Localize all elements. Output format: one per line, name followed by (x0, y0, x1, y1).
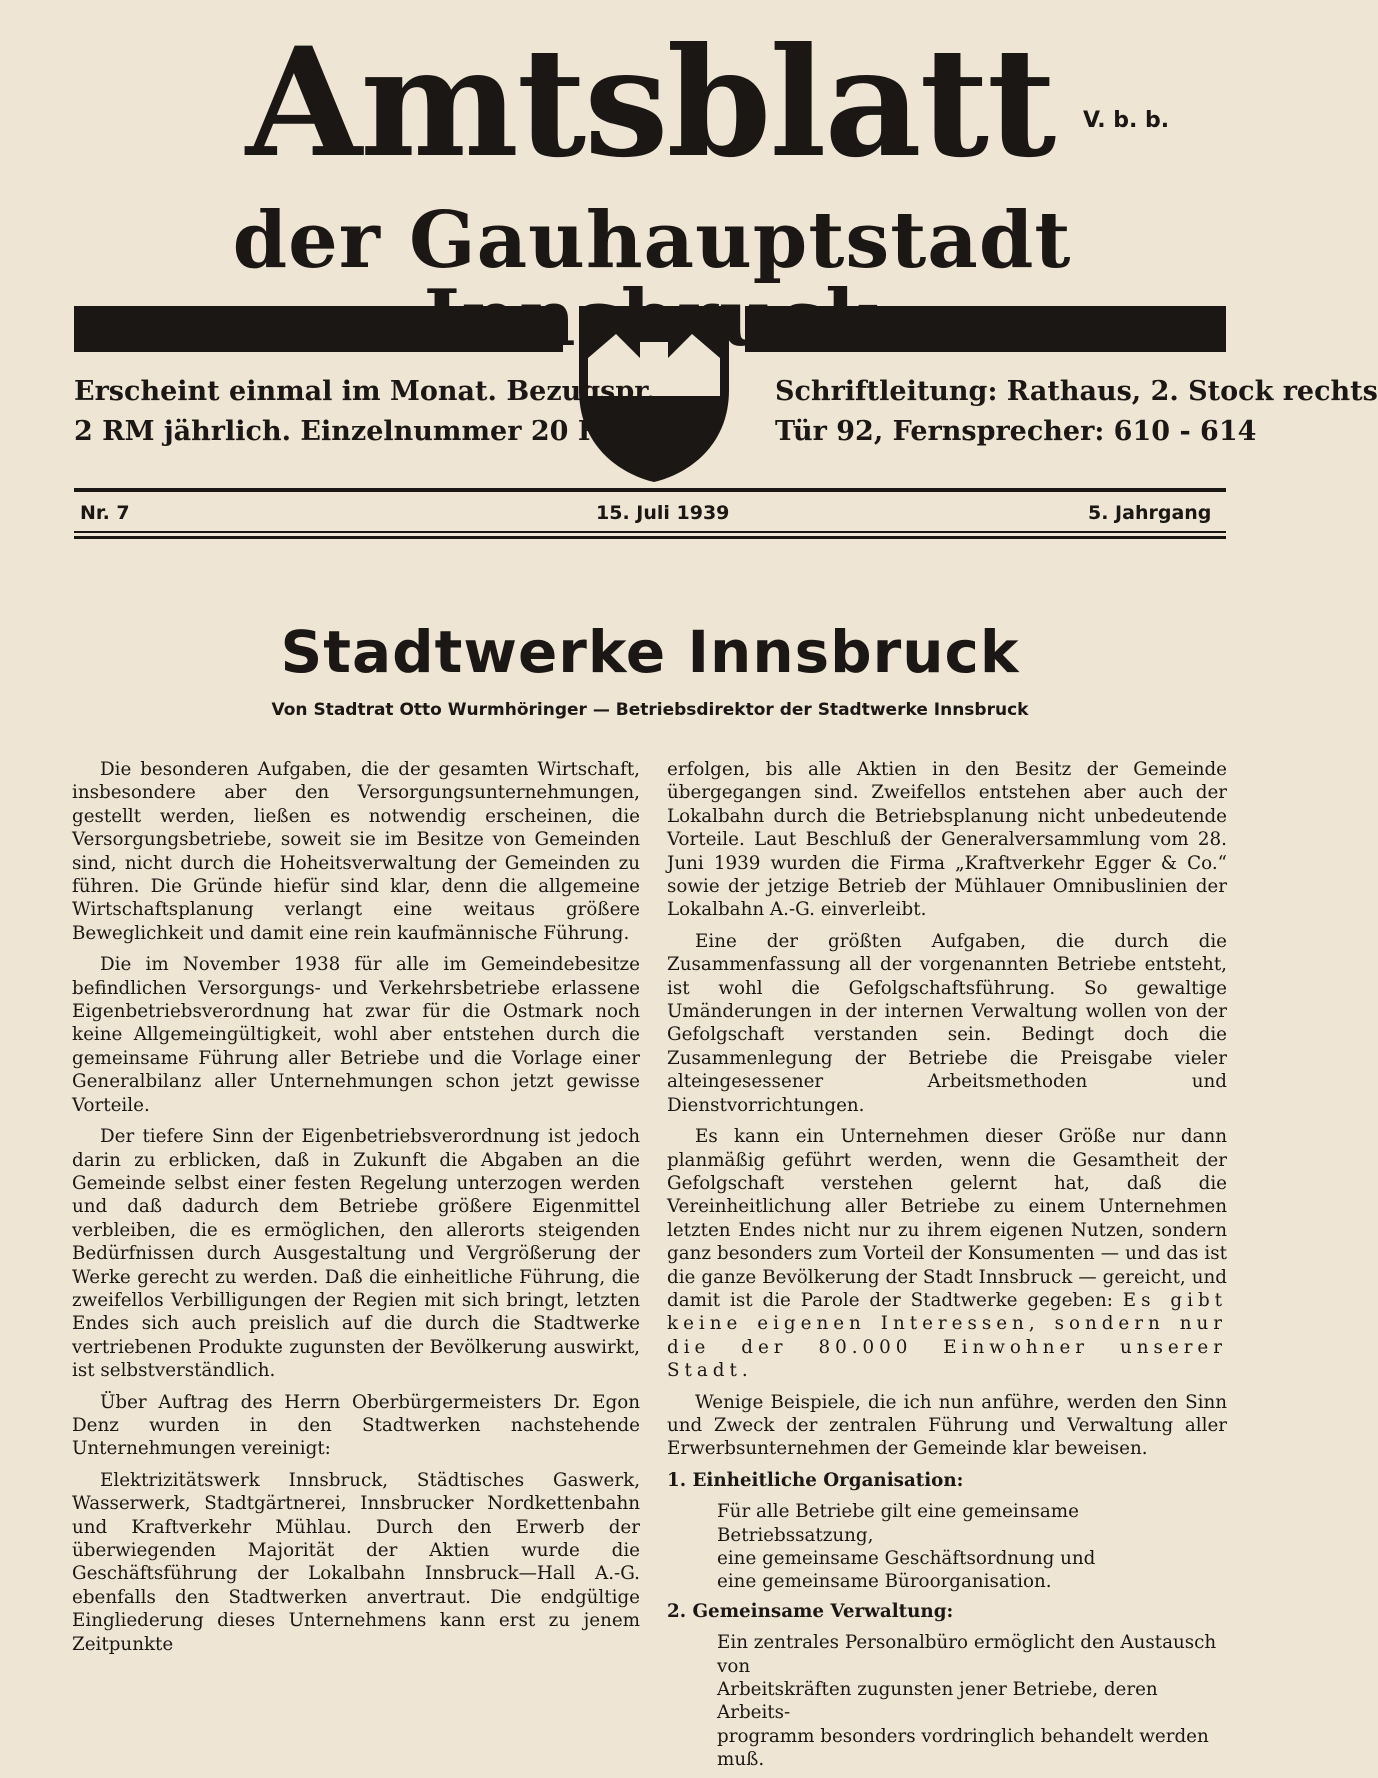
list-line: Für alle Betriebe gilt eine gemeinsame Betriebssatzung, (717, 1501, 1079, 1546)
masthead-bar-left (74, 306, 563, 352)
list-heading-1: 1. Einheitliche Organisation: (667, 1469, 964, 1491)
list-body-2 (717, 1631, 1227, 1771)
paragraph: Elektrizitätswerk Innsbruck, Städtisches Gaswerk, Wasserwerk, Stadtgärtnerei, Innsbrucker Nordkettenbahn und Kraftverkehr Mühlau. Durch den Erwerb der überwiegenden Majorität der Aktien wurde die Geschäftsführung der Lokalbahn Innsbruck—Hall A.-G. ebenfalls den Stadtwerken anvertraut. Die endgültige Eingliederung dieses Unternehmens kann erst zu jenem Zeitpunkte (72, 1469, 640, 1655)
masthead-bar-right (745, 306, 1226, 352)
editorial-line-2: Tür 92, Fernsprecher: 610 - 614 (775, 416, 1257, 447)
list-heading-2: 2. Gemeinsame Verwaltung: (667, 1600, 954, 1622)
list-line: eine gemeinsame Büroorganisation. (717, 1571, 1052, 1593)
issue-volume: 5. Jahrgang (1088, 502, 1212, 524)
paragraph: Eine der größten Aufgaben, die durch die Zusammenfassung all der vorgenannten Betriebe entsteht, ist wohl die Gefolgschaftsführung. So gewaltige Umänderungen in der internen Verwaltung wollen von der Gefolgschaft verstanden sein. Bedingt doch die Zusammenlegung der Betriebe die Preisgabe vieler alteingesessener Arbeitsmethoden und Dienstvorrichtungen. (667, 930, 1227, 1116)
masthead-title: Amtsblatt (245, 15, 1055, 191)
subscription-line-2: 2 RM jährlich. Einzelnummer 20 Rpf. (74, 416, 640, 447)
article-byline: Von Stadtrat Otto Wurmhöringer — Betriebsdirektor der Stadtwerke Innsbruck (271, 700, 1029, 720)
paragraph-text: Es kann ein Unternehmen dieser Größe nur dann planmäßig geführt werden, wenn die Gesamtheit der Gefolgschaft verstehen gelernt hat, daß die Vereinheitlichung aller Betriebe zu einem Unternehmen letzten Endes nicht nur zu ihrem eigenen Nutzen, sondern ganz besonders zum Vorteil der Konsumenten — und das ist die ganze Bevölkerung der Stadt Innsbruck — gereicht, und damit ist die Parole der Stadtwerke gegeben: (667, 1126, 1227, 1311)
paragraph: Wenige Beispiele, die ich nun anführe, werden den Sinn und Zweck der zentralen Führung und Verwaltung aller Erwerbsunternehmen der Gemeinde klar beweisen. (667, 1391, 1227, 1460)
subscription-line-1: Erscheint einmal im Monat. Bezugspr. (74, 376, 656, 407)
list-line: eine gemeinsame Geschäftsordnung und (717, 1548, 1096, 1569)
list-body-1 (717, 1500, 1227, 1594)
issue-date: 15. Juli 1939 (596, 502, 730, 524)
subscription-info (74, 372, 655, 452)
article-title: Stadtwerke Innsbruck (280, 618, 1020, 686)
editorial-info (775, 372, 1378, 452)
list-line: Arbeitskräften zugunsten jener Betriebe, deren Arbeits- (717, 1679, 1158, 1724)
rule-bottom-thin (74, 531, 1226, 533)
paragraph: Über Auftrag des Herrn Oberbürgermeisters Dr. Egon Denz wurden in den Stadtwerken nachstehende Unternehmungen vereinigt: (72, 1391, 640, 1460)
article-column-left (72, 758, 640, 1664)
rule-top (74, 488, 1226, 492)
masthead-subtitle: der Gauhauptstadt (232, 195, 1072, 286)
issue-number: Nr. 7 (80, 502, 130, 524)
slogan: Es gibt keine eigenen Interessen, sondern nur die der 80.000 Einwohner unserer Stadt. (667, 1289, 1228, 1382)
rule-bottom (74, 536, 1226, 539)
list-line: programm besonders vordringlich behandelt werden muß. (717, 1725, 1209, 1771)
article-column-right (667, 758, 1227, 1778)
paragraph: Die besonderen Aufgaben, die der gesamten Wirtschaft, insbesondere aber den Versorgungsunternehmungen, gestellt werden, ließen es notwendig erscheinen, die Versorgungsbetriebe, soweit sie im Besitze von Gemeinden sind, nicht durch die Hoheitsverwaltung der Gemeinden zu führen. Die Gründe hiefür sind klar, denn die allgemeine Wirtschaftsplanung verlangt eine weitaus größere Beweglichkeit und damit eine rein kaufmännische Führung. (72, 759, 640, 944)
paragraph (667, 1125, 1227, 1382)
paragraph: erfolgen, bis alle Aktien in den Besitz der Gemeinde übergegangen sind. Zweifellos entstehen aber auch der Lokalbahn durch die Betriebsplanung nicht unbedeutende Vorteile. Laut Beschluß der Generalversammlung vom 28. Juni 1939 wurden die Firma „Kraftverkehr Egger & Co.“ sowie der jetzige Betrieb der Mühlauer Omnibuslinien der Lokalbahn A.-G. einverleibt. (667, 759, 1227, 921)
postal-mark: V. b. b. (1083, 108, 1170, 133)
paragraph: Der tiefere Sinn der Eigenbetriebsverordnung ist jedoch darin zu erblicken, daß in Zukunft die Abgaben an die Gemeinde selbst einer festen Regelung unterzogen werden und daß dadurch dem Betriebe größere Eigenmittel verbleiben, die es ermöglichen, den allerorts steigenden Bedürfnissen durch Ausgestaltung und Vergrößerung der Werke gerecht zu werden. Daß die einheitliche Führung, die zweifellos Verbilligungen der Regien mit sich bringt, letzten Endes sich auch preislich auf die durch die Stadtwerke vertriebenen Produkte zugunsten der Bevölkerung auswirkt, ist selbstverständlich. (72, 1126, 640, 1382)
paragraph: Die im November 1938 für alle im Gemeindebesitze befindlichen Versorgungs- und Verkehrsbetriebe erlassene Eigenbetriebsverordnung hat zwar für die Ostmark noch keine Allgemeingültigkeit, wohl aber entstehen durch die gemeinsame Führung aller Betriebe und die Vorlage einer Generalbilanz aller Unternehmungen schon jetzt gewisse Vorteile. (72, 954, 640, 1116)
editorial-line-1: Schriftleitung: Rathaus, 2. Stock rechts (775, 376, 1378, 407)
list-line: Ein zentrales Personalbüro ermöglicht den Austausch von (717, 1632, 1217, 1677)
